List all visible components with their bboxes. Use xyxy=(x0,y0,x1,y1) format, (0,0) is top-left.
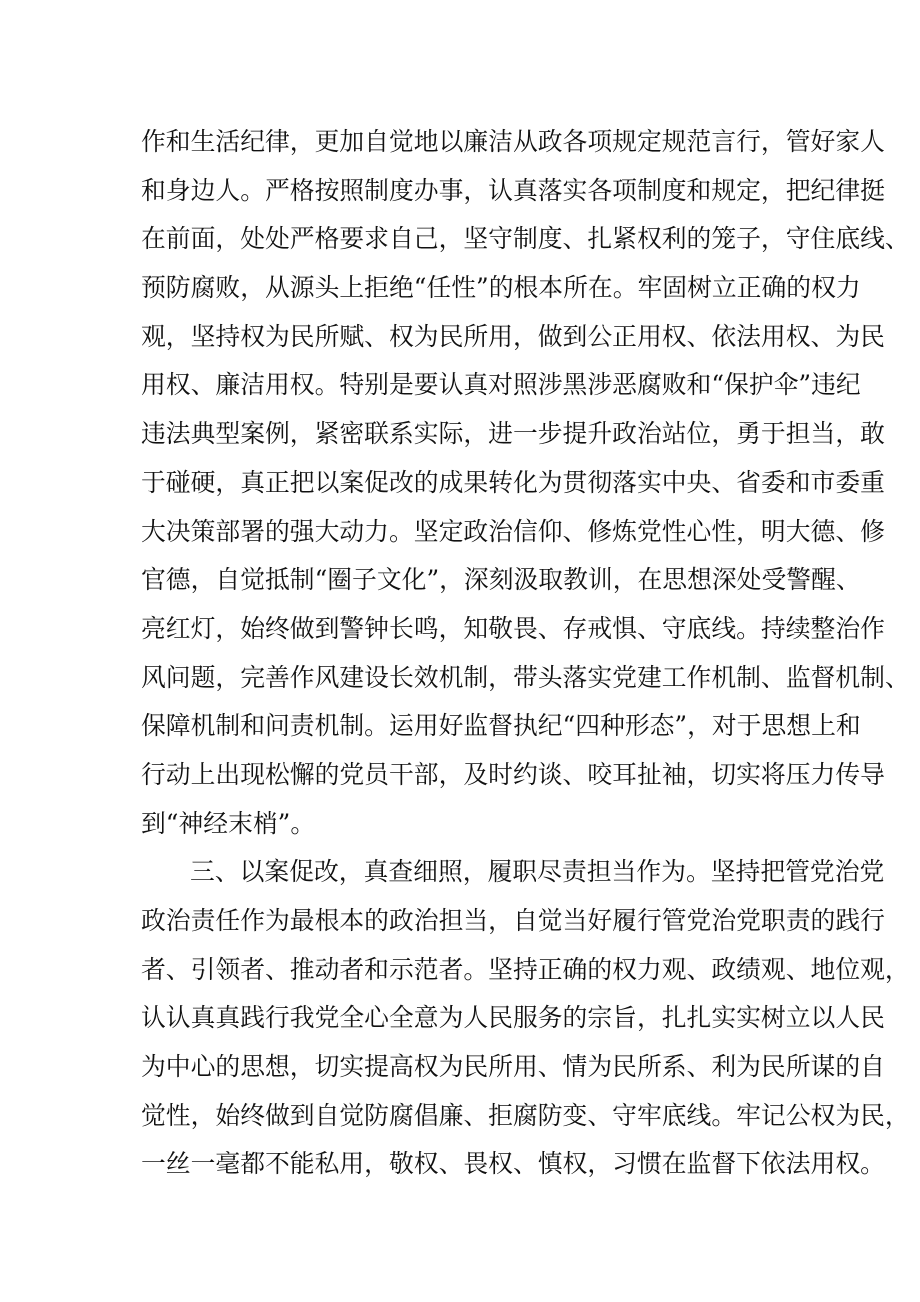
text-line-20: 为中心的思想，切实提高权为民所用、情为民所系、利为民所谋的自 xyxy=(141,1052,885,1082)
text-line-19: 认认真真践行我党全心全意为人民服务的宗旨，扎扎实实树立以人民 xyxy=(141,1003,885,1033)
text-line-3: 在前面，处处严格要求自己，坚守制度、扎紧权利的笼子，守住底线、 xyxy=(141,224,910,254)
text-line-21: 觉性，始终做到自觉防腐倡廉、拒腐防变、守牢底线。牢记公权为民， xyxy=(141,1100,910,1130)
text-line-15: 到“神经末梢”。 xyxy=(141,808,316,838)
text-line-14: 行动上出现松懈的党员干部，及时约谈、咬耳扯袖，切实将压力传导 xyxy=(141,759,885,789)
body-text xyxy=(141,118,910,1189)
text-line-9: 大决策部署的强大动力。坚定政治信仰、修炼党性心性，明大德、修 xyxy=(141,516,885,546)
text-line-17: 政治责任作为最根本的政治担当，自觉当好履行管党治党职责的践行 xyxy=(141,906,885,935)
text-line-18: 者、引领者、推动者和示范者。坚持正确的权力观、政绩观、地位观， xyxy=(141,954,910,984)
text-line-1: 作和生活纪律，更加自觉地以廉洁从政各项规定规范言行，管好家人 xyxy=(141,127,885,156)
text-line-10: 官德，自觉抵制“圈子文化”，深刻汲取教训，在思想深处受警醒、 xyxy=(141,565,861,595)
text-line-7: 违法典型案例，紧密联系实际，进一步提升政治站位，勇于担当，敢 xyxy=(141,419,885,449)
text-line-6: 用权、廉洁用权。特别是要认真对照涉黑涉恶腐败和“保护伞”违纪 xyxy=(141,370,861,400)
text-line-11: 亮红灯，始终做到警钟长鸣，知敬畏、存戒惧、守底线。持续整治作 xyxy=(141,613,885,643)
text-line-8: 于碰硬，真正把以案促改的成果转化为贯彻落实中央、省委和市委重 xyxy=(141,467,885,497)
text-line-22: 一丝一毫都不能私用，敬权、畏权、慎权，习惯在监督下依法用权。 xyxy=(141,1149,885,1179)
text-line-2: 和身边人。严格按照制度办事，认真落实各项制度和规定，把纪律挺 xyxy=(141,175,885,205)
paragraph-3-first-line: 三、以案促改，真查细照，履职尽责担当作为。坚持把管党治党 xyxy=(190,857,885,887)
text-line-13: 保障机制和问责机制。运用好监督执纪“四种形态”，对于思想上和 xyxy=(141,711,861,741)
text-line-5: 观，坚持权为民所赋、权为民所用，做到公正用权、依法用权、为民 xyxy=(141,321,885,351)
text-line-4: 预防腐败，从源头上拒绝“任性”的根本所在。牢固树立正确的权力 xyxy=(141,273,861,303)
text-line-12: 风问题，完善作风建设长效机制，带头落实党建工作机制、监督机制、 xyxy=(141,662,910,692)
